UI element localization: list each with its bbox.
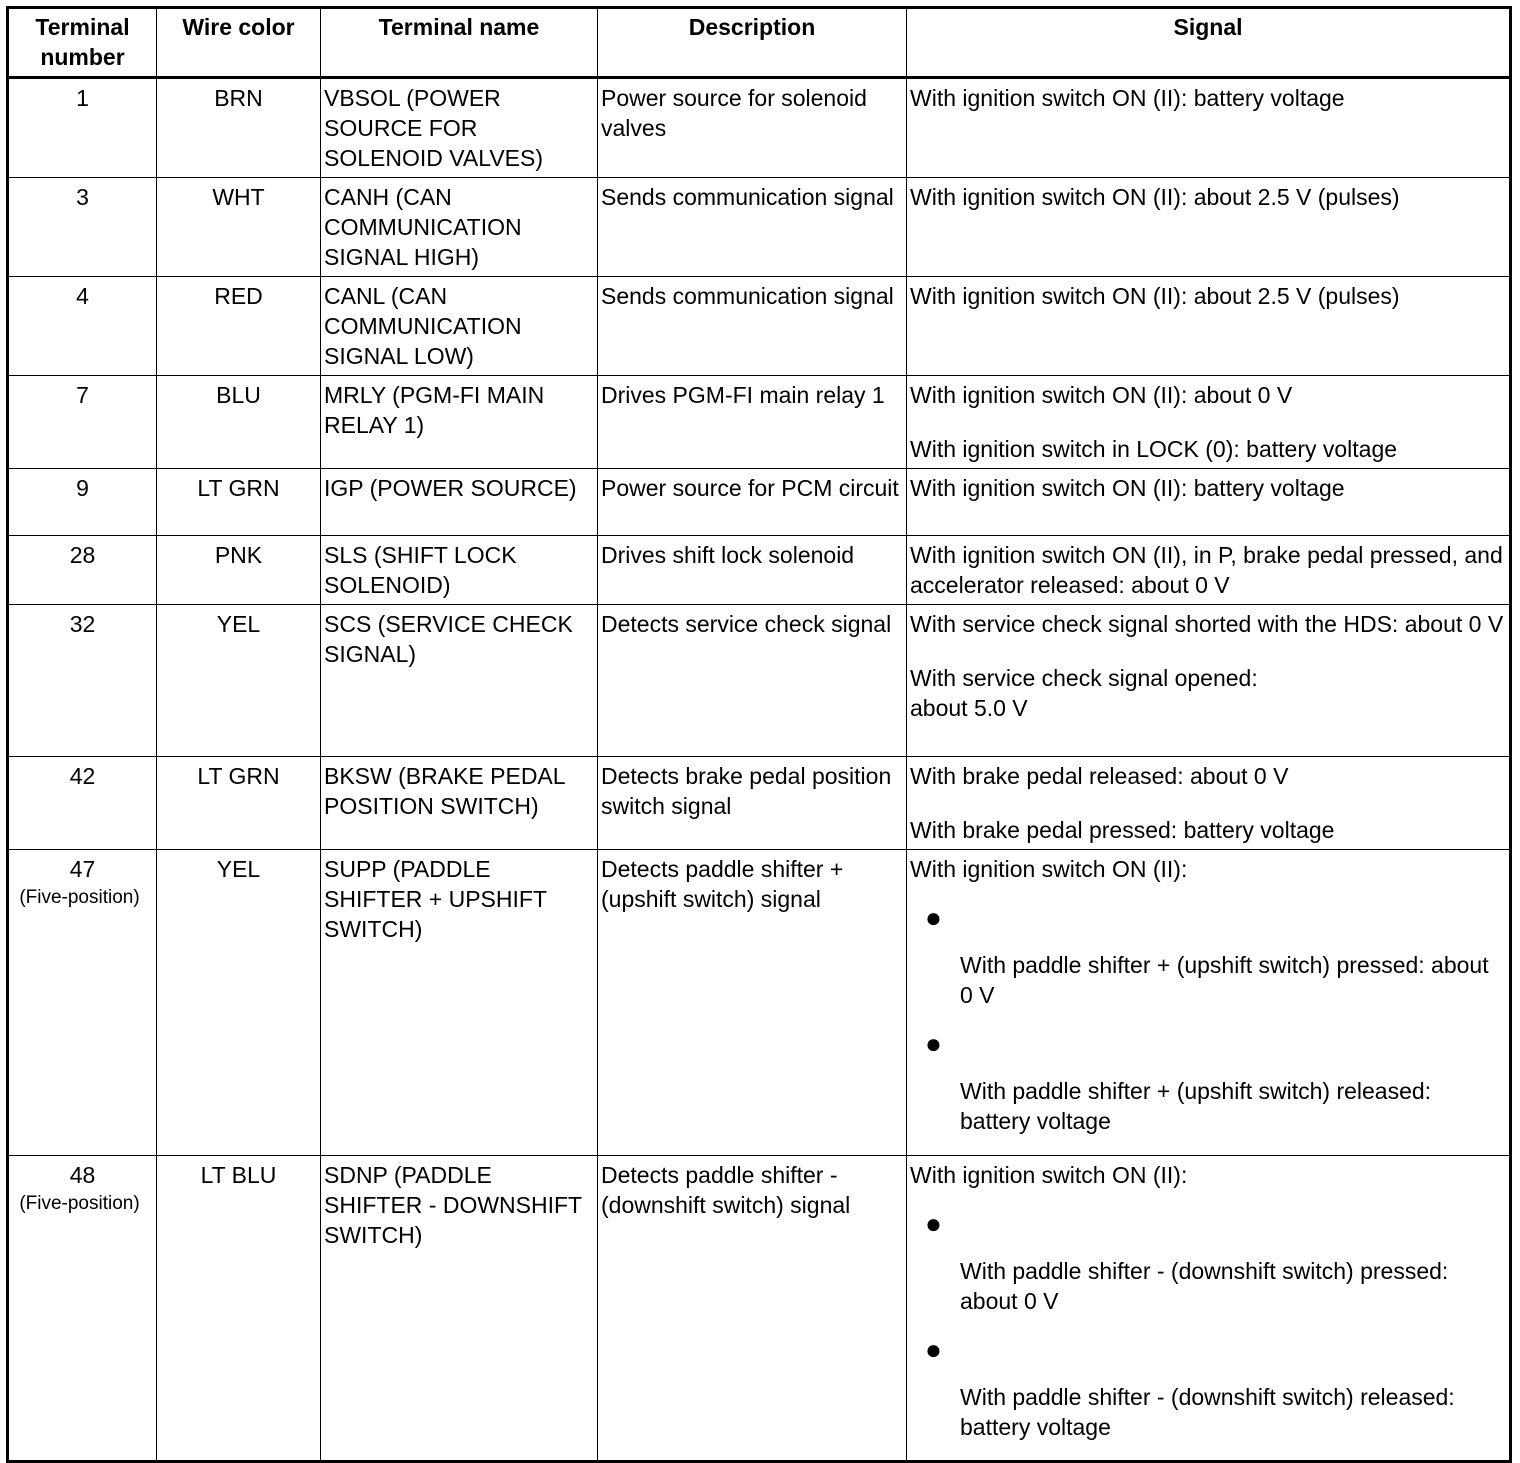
description-cell: Detects brake pedal position switch signal — [598, 757, 907, 850]
table-row — [8, 850, 1511, 1156]
terminal-note: (Five-position) — [19, 887, 140, 908]
terminal-name-cell: CANH (CAN COMMUNICATION SIGNAL HIGH) — [321, 178, 598, 277]
terminal-number-cell: 28 — [8, 536, 157, 605]
table-row — [8, 178, 1511, 277]
terminal-name-cell: SUPP (PADDLE SHIFTER + UPSHIFT SWITCH) — [321, 850, 598, 1156]
wire-color-cell: YEL — [157, 605, 321, 757]
signal-text: about 5.0 V — [910, 695, 1028, 721]
terminal-name-cell: BKSW (BRAKE PEDAL POSITION SWITCH) — [321, 757, 598, 850]
signal-text: With service check signal opened: — [910, 665, 1258, 691]
signal-text: With ignition switch ON (II): about 2.5 V (pulses) — [910, 283, 1400, 309]
terminal-name-cell: SLS (SHIFT LOCK SOLENOID) — [321, 536, 598, 605]
terminal-name-cell: MRLY (PGM-FI MAIN RELAY 1) — [321, 376, 598, 469]
wire-color-cell: YEL — [157, 850, 321, 1156]
signal-cell — [907, 757, 1511, 850]
signal-text: With service check signal shorted with the HDS: about 0 V — [910, 611, 1504, 637]
header-row — [8, 8, 1511, 78]
wire-color-cell: WHT — [157, 178, 321, 277]
header-wire-color: Wire color — [157, 8, 321, 78]
table-row — [8, 78, 1511, 178]
terminal-number-cell: 1 — [8, 78, 157, 178]
wire-color-cell: LT GRN — [157, 469, 321, 536]
table-row — [8, 277, 1511, 376]
description-cell: Detects paddle shifter + (upshift switch) signal — [598, 850, 907, 1156]
table-row — [8, 1156, 1511, 1462]
terminal-name-cell: SCS (SERVICE CHECK SIGNAL) — [321, 605, 598, 757]
wire-color-cell: PNK — [157, 536, 321, 605]
signal-cell — [907, 1156, 1511, 1462]
terminal-note: (Five-position) — [19, 1193, 140, 1214]
table-row — [8, 757, 1511, 850]
wire-color-cell: BRN — [157, 78, 321, 178]
description-cell: Sends communication signal — [598, 277, 907, 376]
terminal-number-cell: 3 — [8, 178, 157, 277]
signal-bullet-text: With paddle shifter - (downshift switch) pressed: about 0 V — [960, 1258, 1449, 1314]
description-cell: Drives PGM-FI main relay 1 — [598, 376, 907, 469]
signal-cell — [907, 850, 1511, 1156]
terminal-number: 47 — [69, 856, 96, 882]
signal-text: With ignition switch in LOCK (0): battery voltage — [910, 436, 1398, 462]
terminal-name-cell: IGP (POWER SOURCE) — [321, 469, 598, 536]
signal-text: With ignition switch ON (II): battery voltage — [910, 475, 1345, 501]
terminal-table — [6, 6, 1512, 1463]
description-cell: Detects service check signal — [598, 605, 907, 757]
bullet-icon: ● — [925, 1028, 942, 1059]
signal-cell — [907, 277, 1511, 376]
wire-color-cell: LT BLU — [157, 1156, 321, 1462]
bullet-icon: ● — [925, 902, 942, 933]
signal-text: With ignition switch ON (II): battery voltage — [910, 85, 1345, 111]
terminal-name-cell: SDNP (PADDLE SHIFTER - DOWNSHIFT SWITCH) — [321, 1156, 598, 1462]
signal-cell — [907, 178, 1511, 277]
header-signal: Signal — [907, 8, 1511, 78]
description-cell: Drives shift lock solenoid — [598, 536, 907, 605]
table-row — [8, 469, 1511, 536]
header-terminal-name: Terminal name — [321, 8, 598, 78]
bullet-icon: ● — [925, 1334, 942, 1365]
signal-text: With ignition switch ON (II): about 0 V — [910, 382, 1293, 408]
table-row — [8, 605, 1511, 757]
table-row — [8, 376, 1511, 469]
signal-text: With ignition switch ON (II), in P, brake pedal pressed, and accelerator released: about 0 V — [910, 542, 1503, 598]
description-cell: Sends communication signal — [598, 178, 907, 277]
description-cell: Power source for PCM circuit — [598, 469, 907, 536]
terminal-number-cell — [8, 1156, 157, 1462]
signal-cell — [907, 536, 1511, 605]
wire-color-cell: RED — [157, 277, 321, 376]
signal-text: With ignition switch ON (II): about 2.5 V (pulses) — [910, 184, 1400, 210]
signal-bullet-text: With paddle shifter - (downshift switch) released: battery voltage — [960, 1384, 1455, 1440]
bullet-icon: ● — [925, 1208, 942, 1239]
signal-cell — [907, 78, 1511, 178]
terminal-number-cell: 32 — [8, 605, 157, 757]
signal-text: With ignition switch ON (II): — [910, 1162, 1188, 1188]
signal-bullet-text: With paddle shifter + (upshift switch) pressed: about 0 V — [960, 952, 1489, 1008]
signal-text: With ignition switch ON (II): — [910, 856, 1188, 882]
signal-bullet-text: With paddle shifter + (upshift switch) released: battery voltage — [960, 1078, 1432, 1134]
description-cell: Power source for solenoid valves — [598, 78, 907, 178]
terminal-number-cell — [8, 850, 157, 1156]
table-row — [8, 536, 1511, 605]
header-description: Description — [598, 8, 907, 78]
terminal-number: 48 — [69, 1162, 96, 1188]
description-cell: Detects paddle shifter - (downshift switch) signal — [598, 1156, 907, 1462]
wire-color-cell: BLU — [157, 376, 321, 469]
terminal-name-cell: CANL (CAN COMMUNICATION SIGNAL LOW) — [321, 277, 598, 376]
wire-color-cell: LT GRN — [157, 757, 321, 850]
header-terminal-number: Terminal number — [8, 8, 157, 78]
signal-cell — [907, 376, 1511, 469]
terminal-number-cell: 7 — [8, 376, 157, 469]
signal-cell — [907, 605, 1511, 757]
terminal-number-cell: 9 — [8, 469, 157, 536]
signal-text: With brake pedal released: about 0 V — [910, 763, 1289, 789]
terminal-number-cell: 42 — [8, 757, 157, 850]
terminal-name-cell: VBSOL (POWER SOURCE FOR SOLENOID VALVES) — [321, 78, 598, 178]
signal-cell — [907, 469, 1511, 536]
signal-text: With brake pedal pressed: battery voltage — [910, 817, 1335, 843]
terminal-number-cell: 4 — [8, 277, 157, 376]
